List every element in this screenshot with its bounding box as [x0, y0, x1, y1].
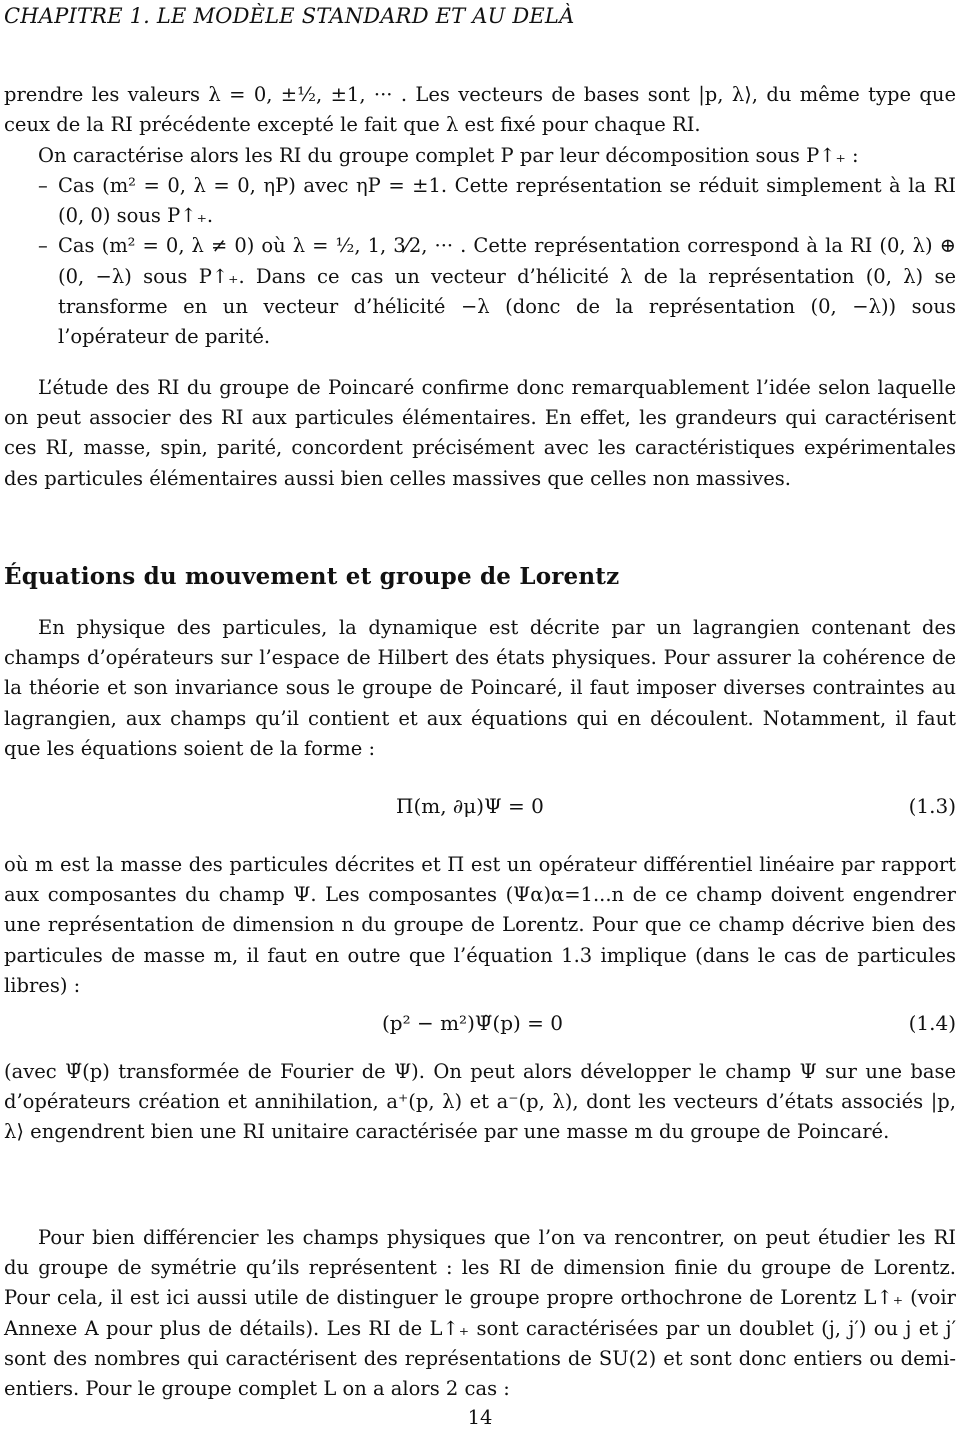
poincare-paragraph: L’étude des RI du groupe de Poincaré confirme donc remarquablement l’idée selon laquelle on peut associer des RI aux particules élémentaires. En effet, les grandeurs qui caractérisent ces RI, masse, spin, parité, concordent précisément avec les caractéristiques expérimentales des particules élémentaires aussi bien celles massives que celles non massives.: [4, 376, 956, 490]
characterization-sentence: On caractérise alors les RI du groupe complet P par leur décomposition sous P↑₊ :: [38, 144, 859, 167]
case-list: [4, 171, 956, 352]
fourier-paragraph: (avec Ψ̃(p) transformée de Fourier de Ψ). On peut alors développer le champ Ψ sur une base d’opérateurs création et annihilation, a⁺(p, λ) et a⁻(p, λ), dont les vecteurs d’états associés |p, λ⟩ engendrent bien une RI unitaire caractérisée par une masse m du groupe de Poincaré.: [4, 1060, 956, 1144]
running-head: CHAPITRE 1. LE MODÈLE STANDARD ET AU DELÀ: [4, 4, 575, 28]
dash-bullet-icon: –: [38, 174, 48, 197]
page-number: 14: [467, 1406, 493, 1429]
equation-1-3: [4, 794, 956, 826]
lagrangian-paragraph: En physique des particules, la dynamique est décrite par un lagrangien contenant des champs d’opérateurs sur l’espace de Hilbert des états physiques. Pour assurer la cohérence de la théorie et son invariance sous le groupe de Poincaré, il faut imposer diverses contraintes au lagrangien, aux champs qu’il contient et aux équations qui en découlent. Notamment, il faut que les équations soient de la forme :: [4, 616, 956, 760]
equation-expression: Π(m, ∂μ)Ψ = 0: [396, 794, 544, 818]
equation-expression: (p² − m²)Ψ̃(p) = 0: [382, 1011, 564, 1035]
equation-1-4: [4, 1011, 956, 1043]
dash-bullet-icon: –: [38, 234, 48, 258]
document-page: [4, 0, 956, 1432]
equation-number: (1.4): [908, 1011, 956, 1035]
lorentz-paragraph: Pour bien différencier les champs physiques que l’on va rencontrer, on peut étudier les RI du groupe de symétrie qu’ils représentent : les RI de dimension finie du groupe de Lorentz. Pour cela, il est ici aussi utile de distinguer le groupe propre orthochrone de Lorentz L↑₊ (voir Annexe A pour plus de détails). Les RI de L↑₊ sont caractérisées par un doublet (j, j′) ou j et j′ sont des nombres qui caractérisent des représentations de SU(2) et sont donc entiers ou demi-entiers. Pour le groupe complet L on a alors 2 cas :: [4, 1226, 956, 1401]
case-item: [4, 231, 956, 352]
components-paragraph: où m est la masse des particules décrites et Π est un opérateur différentiel linéaire par rapport aux composantes du champ Ψ. Les composantes (Ψα)α=1...n de ce champ doivent engendrer une représentation de dimension n du groupe de Lorentz. Pour que ce champ décrive bien des particules de masse m, il faut en outre que l’équation 1.3 implique (dans le cas de particules libres) :: [4, 853, 956, 997]
intro-paragraph: prendre les valeurs λ = 0, ±½, ±1, ··· . Les vecteurs de bases sont |p, λ⟩, du même type que ceux de la RI précédente excepté le fait que λ est fixé pour chaque RI.: [4, 83, 956, 137]
case-text: Cas (m² = 0, λ = 0, ηP) avec ηP = ±1. Cette représentation se réduit simplement à la RI (0, 0) sous P↑₊.: [58, 174, 956, 228]
equation-number: (1.3): [908, 794, 956, 818]
case-text: Cas (m² = 0, λ ≠ 0) où λ = ½, 1, 3⁄2, ··· . Cette représentation correspond à la RI (0, λ) ⊕ (0, −λ) sous P↑₊. Dans ce cas un vecteur d’hélicité λ de la représentation (0, λ) se transforme en un vecteur d’hélicité −λ (donc de la représentation (0, −λ)) sous l’opérateur de parité.: [58, 234, 956, 349]
section-title: Équations du mouvement et groupe de Lorentz: [4, 563, 620, 590]
case-item: [4, 171, 956, 231]
